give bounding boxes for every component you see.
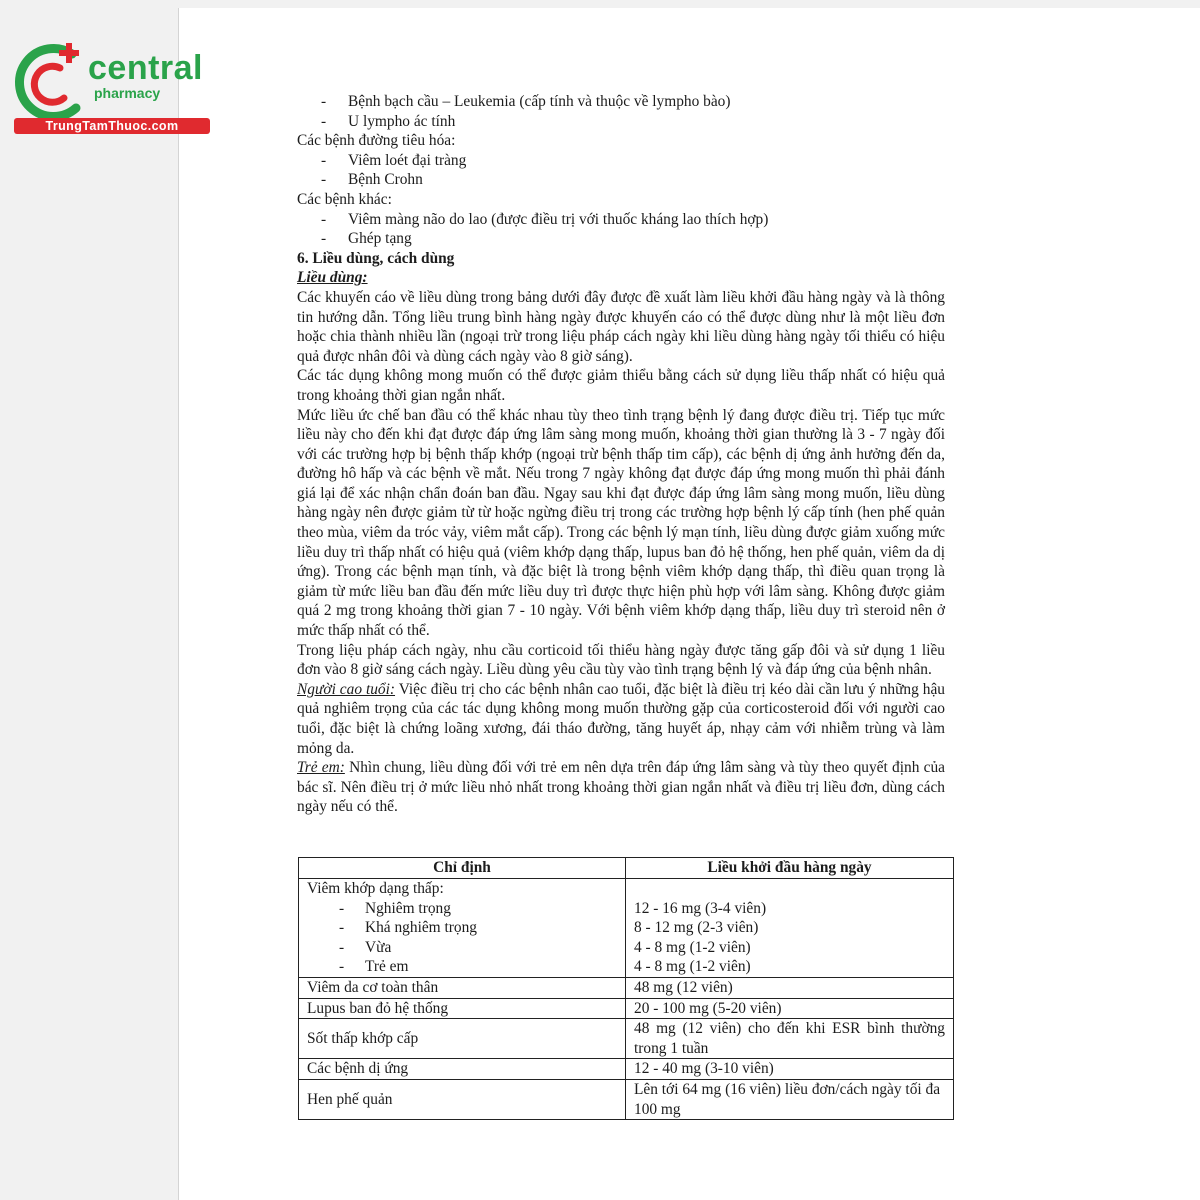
- document-body: [297, 92, 945, 817]
- dose-cell: [626, 879, 954, 978]
- header-indication: Chỉ định: [299, 858, 626, 879]
- indication-cell: Hen phế quản: [299, 1079, 626, 1119]
- list-item: - Viêm loét đại tràng: [297, 151, 945, 171]
- paragraph-children: [297, 758, 945, 817]
- table-header-row: [299, 858, 954, 879]
- table-row: [299, 1059, 954, 1080]
- ra-dose: 8 - 12 mg (2-3 viên): [634, 919, 759, 937]
- header-dose: Liều khởi đầu hàng ngày: [626, 858, 954, 879]
- elderly-label: Người cao tuổi:: [297, 680, 396, 698]
- other-heading: Các bệnh khác:: [297, 190, 392, 208]
- table-row: [299, 1019, 954, 1059]
- table-row: [299, 879, 954, 978]
- table-row: [299, 1079, 954, 1119]
- section-subtitle: Liều dùng:: [297, 269, 368, 287]
- dose-cell: 48 mg (12 viên): [626, 977, 954, 998]
- list-item: - Viêm màng não do lao (được điều trị với thuốc kháng lao thích hợp): [297, 210, 945, 230]
- children-text: Nhìn chung, liều dùng đối với trẻ em nên dựa trên đáp ứng lâm sàng và tùy theo quyết định của bác sĩ. Nên điều trị ở mức liều nhỏ nhất trong khoảng thời gian ngắn nhất và điều trị liều đơn, dùng cách ngày nếu có thể.: [297, 759, 945, 816]
- children-label: Trẻ em:: [297, 759, 345, 777]
- ra-dose: 12 - 16 mg (3-4 viên): [634, 899, 767, 917]
- dose-cell: 48 mg (12 viên) cho đến khi ESR bình thường trong 1 tuần: [626, 1019, 954, 1059]
- dose-cell: Lên tới 64 mg (16 viên) liều đơn/cách ngày tối đa 100 mg: [626, 1079, 954, 1119]
- logo-brand: central: [88, 49, 203, 87]
- paragraph-4: Trong liệu pháp cách ngày, nhu cầu corticoid tối thiểu hàng ngày được tăng gấp đôi và sử dụng 1 liều đơn vào 8 giờ sáng cách ngày. Liều dùng yêu cầu tùy vào tình trạng bệnh lý và đáp ứng của bệnh nhân.: [297, 641, 945, 679]
- dosage-table: [298, 857, 954, 1120]
- list-item: - U lympho ác tính: [297, 112, 945, 132]
- indication-cell: Các bệnh dị ứng: [299, 1059, 626, 1080]
- section-title: 6. Liều dùng, cách dùng: [297, 249, 455, 267]
- ra-sub-item: - Trẻ em: [307, 957, 617, 977]
- ra-label: Viêm khớp dạng thấp:: [307, 880, 444, 897]
- indication-cell: Sốt thấp khớp cấp: [299, 1019, 626, 1059]
- list-item: - Bệnh Crohn: [297, 170, 945, 190]
- dose-cell: 20 - 100 mg (5-20 viên): [626, 998, 954, 1019]
- table-row: [299, 998, 954, 1019]
- indication-cell: Viêm da cơ toàn thân: [299, 977, 626, 998]
- logo-tagline: pharmacy: [94, 85, 161, 101]
- ra-dose: 4 - 8 mg (1-2 viên): [634, 958, 751, 976]
- logo-text: [88, 50, 203, 100]
- ra-sub-item: - Nghiêm trọng: [307, 899, 617, 919]
- paragraph-2: Các tác dụng không mong muốn có thể được giảm thiểu bằng cách sử dụng liều thấp nhất có hiệu quả trong khoảng thời gian ngắn nhất.: [297, 367, 945, 404]
- ra-dose: 4 - 8 mg (1-2 viên): [634, 938, 751, 956]
- list-item: - Bệnh bạch cầu – Leukemia (cấp tính và thuộc về lympho bào): [297, 92, 945, 112]
- indication-cell: Lupus ban đỏ hệ thống: [299, 998, 626, 1019]
- table-row: [299, 977, 954, 998]
- dose-cell: 12 - 40 mg (3-10 viên): [626, 1059, 954, 1080]
- digestive-heading: Các bệnh đường tiêu hóa:: [297, 132, 456, 150]
- paragraph-3: Mức liều ức chế ban đầu có thể khác nhau tùy theo tình trạng bệnh lý đang được điều trị. Tiếp tục mức liều này cho đến khi đạt được đáp ứng lâm sàng mong muốn, khoảng thời gian thường là 3 - 7 ngày đối với các trường hợp bị bệnh thấp khớp (ngoại trừ bệnh thấp tim cấp), các bệnh dị ứng ảnh hưởng đến da, đường hô hấp và các bệnh về mắt. Nếu trong 7 ngày không đạt được đáp ứng mong muốn thì phải đánh giá lại để xác nhận chẩn đoán ban đầu. Ngay sau khi đạt được đáp ứng lâm sàng mong muốn, liều dùng hàng ngày nên được giảm từ từ hoặc ngừng điều trị trong các trường hợp bệnh lý cấp tính (hen phế quản theo mùa, viêm da tróc vảy, viêm mắt cấp). Trong các bệnh lý mạn tính, liều dùng được giảm xuống mức liều duy trì thấp nhất có hiệu quả (viêm khớp dạng thấp, lupus ban đỏ hệ thống, hen phế quản, viêm da dị ứng). Trong các bệnh mạn tính, và đặc biệt là trong bệnh viêm khớp dạng thấp, thì điều quan trọng là giảm từ mức liều ban đầu đến mức liều duy trì được thực hiện phù hợp với lâm sàng. Không được giảm quá 2 mg trong khoảng thời gian 7 - 10 ngày. Với bệnh viêm khớp dạng thấp, liều duy trì steroid nên ở mức thấp nhất có thể.: [297, 406, 945, 640]
- elderly-text: Việc điều trị cho các bệnh nhân cao tuổi, đặc biệt là điều trị kéo dài cần lưu ý những hậu quả nghiêm trọng của các tác dụng không mong muốn thường gặp của corticosteroid đối với người cao tuổi, đặc biệt là chứng loãng xương, đái tháo đường, tăng huyết áp, nhạy cảm với nhiễm trùng và làm mỏng da.: [297, 680, 945, 757]
- list-item: - Ghép tạng: [297, 229, 945, 249]
- paragraph-1: Các khuyến cáo về liều dùng trong bảng dưới đây được đề xuất làm liều khởi đầu hàng ngày và là thông tin hướng dẫn. Tổng liều trung bình hàng ngày được khuyến cáo có thể được dùng như là một liều đơn hoặc chia thành nhiều lần (ngoại trừ trong liệu pháp cách ngày khi liều dùng hàng ngày tối thiểu có hiệu quả được nhân đôi và dùng cách ngày vào 8 giờ sáng).: [297, 288, 945, 365]
- logo-website[interactable]: TrungTamThuoc.com: [14, 118, 210, 134]
- ra-sub-item: - Khá nghiêm trọng: [307, 918, 617, 938]
- ra-sub-item: - Vừa: [307, 938, 617, 958]
- indication-cell: [299, 879, 626, 978]
- paragraph-elderly: [297, 680, 945, 758]
